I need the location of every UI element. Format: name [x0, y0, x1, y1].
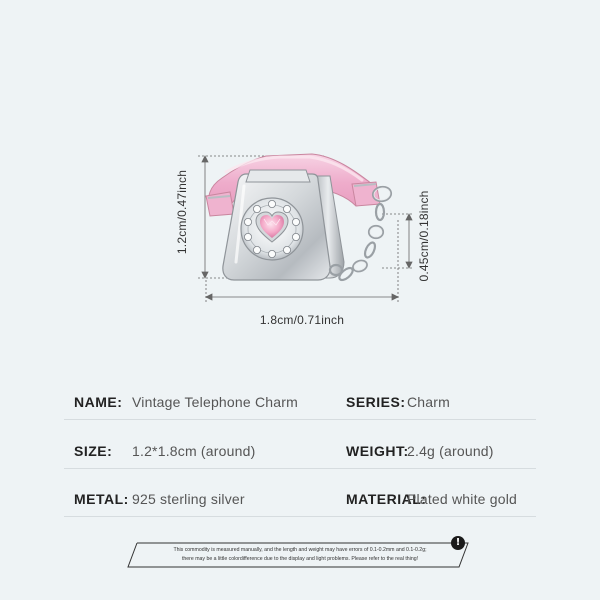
spec-key-material: MATERIAL: [346, 491, 427, 507]
notice-line-2: there may be a little colordifference due to the display and light problems. Please refer to the real thing! [181, 555, 419, 562]
spec-value-material: Plated white gold [407, 491, 518, 507]
exclamation-icon: ! [451, 536, 465, 550]
width-dimension-label: 1.8cm/0.71inch [259, 313, 345, 327]
spec-value-weight: 2.4g (around) [407, 443, 494, 459]
height-dimension-label: 1.2cm/0.47inch [175, 169, 189, 255]
spec-value-name: Vintage Telephone Charm [132, 394, 298, 410]
spec-key-name: NAME: [74, 394, 123, 410]
phone-body [223, 170, 344, 280]
measurement-notice [127, 537, 469, 568]
spec-value-size: 1.2*1.8cm (around) [132, 443, 256, 459]
depth-dimension-label: 0.45cm/0.18inch [417, 190, 431, 282]
spec-key-metal: METAL: [74, 491, 129, 507]
spec-row-name [64, 380, 536, 420]
notice-text [145, 546, 455, 563]
spec-key-weight: WEIGHT: [346, 443, 409, 459]
spec-key-series: SERIES: [346, 394, 406, 410]
spec-row-metal [64, 477, 536, 517]
spec-row-size [64, 429, 536, 469]
spec-key-size: SIZE: [74, 443, 113, 459]
spec-value-metal: 925 sterling silver [132, 491, 245, 507]
spec-value-series: Charm [407, 394, 451, 410]
notice-line-1: This commodity is measured manually, and the length and weight may have errors of 0.1-0.2mm and 0.1-0.2g; [173, 547, 427, 553]
